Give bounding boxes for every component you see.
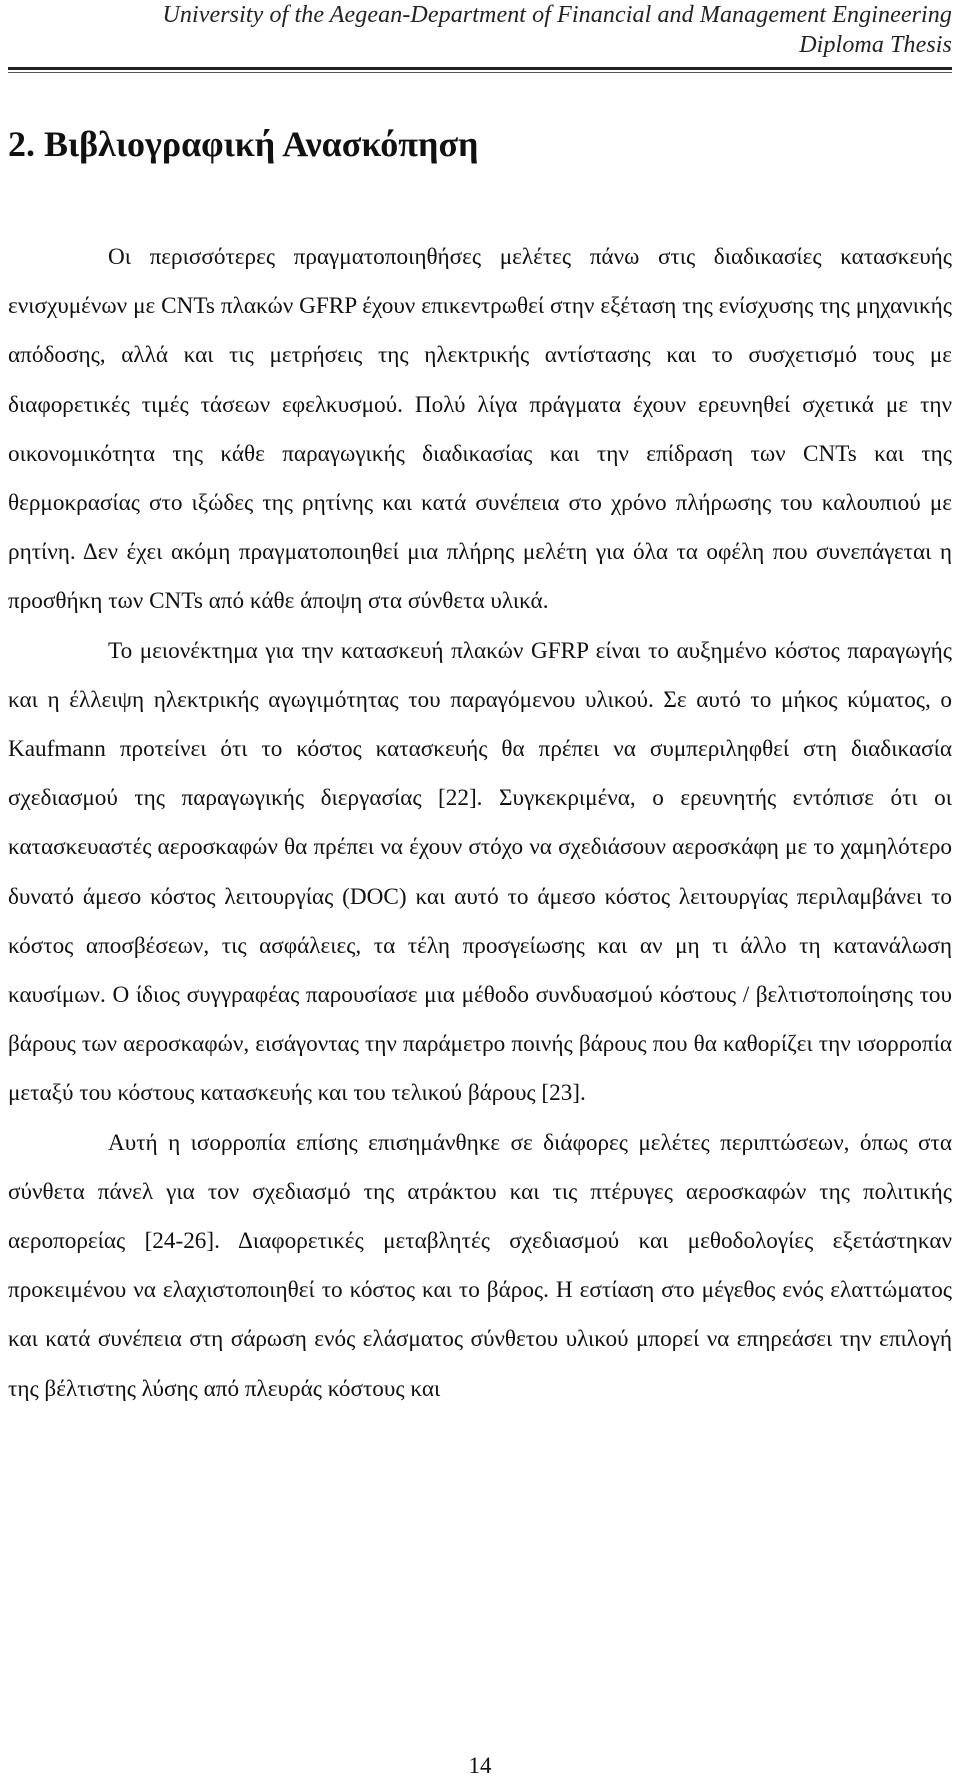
running-header: [8, 0, 952, 60]
header-document-type: Diploma Thesis: [799, 32, 952, 58]
paragraph: Το μειονέκτημα για την κατασκευή πλακών GFRP είναι το αυξημένο κόστος παραγωγής και η έλλειψη ηλεκτρικής αγωγιμότητας του παραγόμενου υλικού. Σε αυτό το μήκος κύματος, ο Kaufmann προτείνει ότι το κόστος κατασκευής θα πρέπει να συμπεριληφθεί στη διαδικασία σχεδιασμού της παραγωγικής διεργασίας [22]. Συγκεκριμένα, ο ερευνητής εντόπισε ότι οι κατασκευαστές αεροσκαφών θα πρέπει να έχουν στόχο να σχεδιάσουν αεροσκάφη με το χαμηλότερο δυνατό άμεσο κόστος λειτουργίας (DOC) και αυτό το άμεσο κόστος λειτουργίας περιλαμβάνει το κόστος αποσβέσεων, τις ασφάλειες, τα τέλη προσγείωσης και αν μη τι άλλο τη κατανάλωση καυσίμων. Ο ίδιος συγγραφέας παρουσίασε μια μέθοδο συνδυασμού κόστους / βελτιστοποίησης του βάρους των αεροσκαφών, εισάγοντας την παράμετρο ποινής βάρους που θα καθορίζει την ισορροπία μεταξύ του κόστους κατασκευής και του τελικού βάρους [23].: [8, 637, 952, 1107]
paragraph: Οι περισσότερες πραγματοποιηθήσες μελέτες πάνω στις διαδικασίες κατασκευής ενισχυμένων με CNTs πλακών GFRP έχουν επικεντρωθεί στην εξέταση της ενίσχυσης της μηχανικής απόδοσης, αλλά και τις μετρήσεις της ηλεκτρικής αντίστασης και το συσχετισμό τους με διαφορετικές τιμές τάσεων εφελκυσμού. Πολύ λίγα πράγματα έχουν ερευνηθεί σχετικά με την οικονομικότητα της κάθε παραγωγικής διαδικασίας και την επίδραση των CNTs και της θερμοκρασίας στο ιξώδες της ρητίνης και κατά συνέπεια στο χρόνο πλήρωσης του καλουπιού με ρητίνη. Δεν έχει ακόμη πραγματοποιηθεί μια πλήρης μελέτη για όλα τα οφέλη που συνεπάγεται η προσθήκη των CNTs από κάθε άποψη στα σύνθετα υλικά.: [8, 244, 952, 615]
header-rule-thick: [8, 67, 952, 70]
page-number: 14: [468, 1753, 492, 1778]
paragraph: Αυτή η ισορροπία επίσης επισημάνθηκε σε διάφορες μελέτες περιπτώσεων, όπως στα σύνθετα πάνελ για τον σχεδιασμό της ατράκτου και τις πτέρυγες αεροσκαφών της πολιτικής αεροπορείας [24-26]. Διαφορετικές μεταβλητές σχεδιασμού και μεθοδολογίες εξετάστηκαν προκειμένου να ελαχιστοποιηθεί το κόστος και το βάρος. Η εστίαση στο μέγεθος ενός ελαττώματος και κατά συνέπεια στη σάρωση ενός ελάσματος σύνθετου υλικού μπορεί να επηρεάσει την επιλογή της βέλτιστης λύσης από πλευράς κόστους και: [8, 1129, 952, 1402]
header-rule-thin: [8, 72, 952, 73]
body-text: [8, 233, 952, 1414]
chapter-title: 2. Βιβλιογραφική Ανασκόπηση: [8, 124, 479, 164]
header-institution: University of the Aegean-Department of Financial and Management Engineering: [162, 2, 952, 28]
